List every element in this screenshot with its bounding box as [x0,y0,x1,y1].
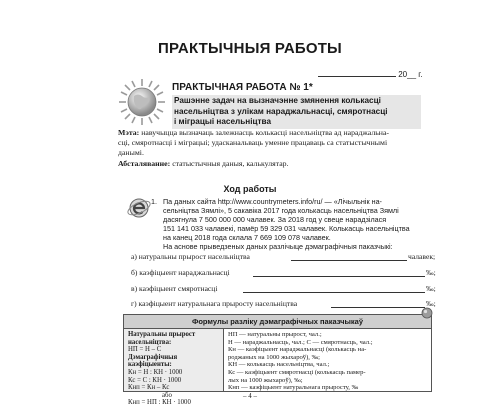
formula-line: Кн = Н : КН · 1000 [128,368,183,376]
answer-blank[interactable] [291,252,407,261]
goal-paragraph [118,128,443,158]
question-label: а) натуральны прырост насельніцтва [131,252,250,261]
formula-definition: КН — колькасць насельніцтва, чал.; [228,361,330,369]
formula-line: або [162,391,172,399]
formula-line: Кс = С : КН · 1000 [128,376,182,384]
date-line [318,69,438,79]
formula-definition: Кн — каэфіцыент нараджальнасці (колькасць на- [228,346,367,354]
question-c [131,284,436,294]
formula-left-column [124,329,224,407]
page-heading: ПРАКТЫЧНЫЯ РАБОТЫ [158,40,342,57]
subtitle-line: Рашэнне задач на вызначэнне змянення колькасці [174,96,381,105]
progress-heading: Ход работы [223,184,277,194]
task-line: на канец 2018 года склала 7 669 109 078 чалавек. [163,233,331,243]
question-b [131,268,436,278]
formula-table-heading: Формулы разліку дэмаграфічных паказчыкаў [124,315,431,329]
answer-blank[interactable] [331,299,425,308]
formula-definition: Кнп — каэфіцыент натуральнага прыросту, ‰ [228,384,359,392]
formula-line: Дэмаграфічныя [128,353,178,361]
answer-blank[interactable] [253,268,425,277]
work-title: ПРАКТЫЧНАЯ РАБОТА № 1* [172,82,313,93]
question-a [131,252,436,262]
equipment-label: Абсталяванне: [118,159,171,168]
question-unit: чалавек; [408,252,436,261]
formula-definition: роджаных на 1000 жыхароў), ‰; [228,353,321,361]
formula-definition: Кс — каэфіцыент смяротнасці (колькасць памер- [228,368,366,376]
task-item-number: 1. [151,197,157,206]
task-line: сельніцтва Зямлі», 5 сакавіка 2017 года колькасць насельніцтва Зямлі [163,206,399,216]
work-subtitle [172,95,421,129]
goal-text: навучыцца вызначаць залежнасць колькасці насельніцтва ад нараджальна- [141,128,390,137]
question-unit: ‰; [426,268,436,277]
formula-line: Натуральны прырост [128,331,196,338]
internet-icon [126,195,152,221]
subtitle-line: насельніцтва з улікам нараджальнасці, смяротнасці [174,106,388,116]
date-blank [318,69,396,77]
task-item-1 [151,197,438,252]
question-unit: ‰; [426,284,436,293]
task-line: 151 141 033 чалавекі, памёр 59 329 031 чалавек. Колькасць насельніцтва [163,224,410,234]
goal-text: данымі. [118,148,144,157]
globe-sun-icon [118,78,166,126]
formula-line: каэфіцыенты: [128,361,172,369]
equipment-paragraph [118,159,443,169]
page-number: – 4 – [243,392,257,400]
equipment-text: статыстычныя даныя, калькулятар. [172,159,289,168]
date-suffix: 20__ г. [398,70,423,79]
question-unit: ‰; [426,299,436,308]
pin-icon [419,306,435,322]
question-label: г) каэфіцыент натуральнага прыросту насельніцтва [131,299,298,308]
question-d [131,299,436,309]
formula-definition: НП — натуральны прырост, чал.; [228,331,322,338]
goal-label: Мэта: [118,128,140,137]
formula-line: Кнп = НП : КН · 1000 [128,399,191,407]
formula-definition: лых на 1000 жыхароў), ‰; [228,376,303,384]
task-line: На аснове прыведзеных даных разлічыце дэмаграфічныя паказчыкі: [163,242,393,252]
formula-line: Кнп = Кн – Кс [128,384,170,392]
subtitle-line: і міграцыі насельніцтва [174,117,272,126]
goal-text: сці, смяротнасці і міграцыі; удасканальваць уменне працаваць са статыстычнымі [118,138,388,147]
task-line: дасягнула 7 500 000 000 чалавек. За 2018 год у свеце нарадзілася [163,215,387,225]
answer-blank[interactable] [243,284,425,293]
formula-right-column [225,329,429,392]
task-line: Па даных сайта http://www.countrymeters.info/ru/ — «Лічыльнік на- [163,197,382,206]
formula-line: НП = Н – С [128,346,162,354]
question-label: б) каэфіцыент нараджальнасці [131,268,230,277]
formula-line: насельніцтва: [128,338,172,346]
question-label: в) каэфіцыент смяротнасці [131,284,218,293]
formula-definition: Н — нараджальнасць, чал.; С — смяротнасць, чал.; [228,338,373,346]
formula-table [123,314,432,407]
